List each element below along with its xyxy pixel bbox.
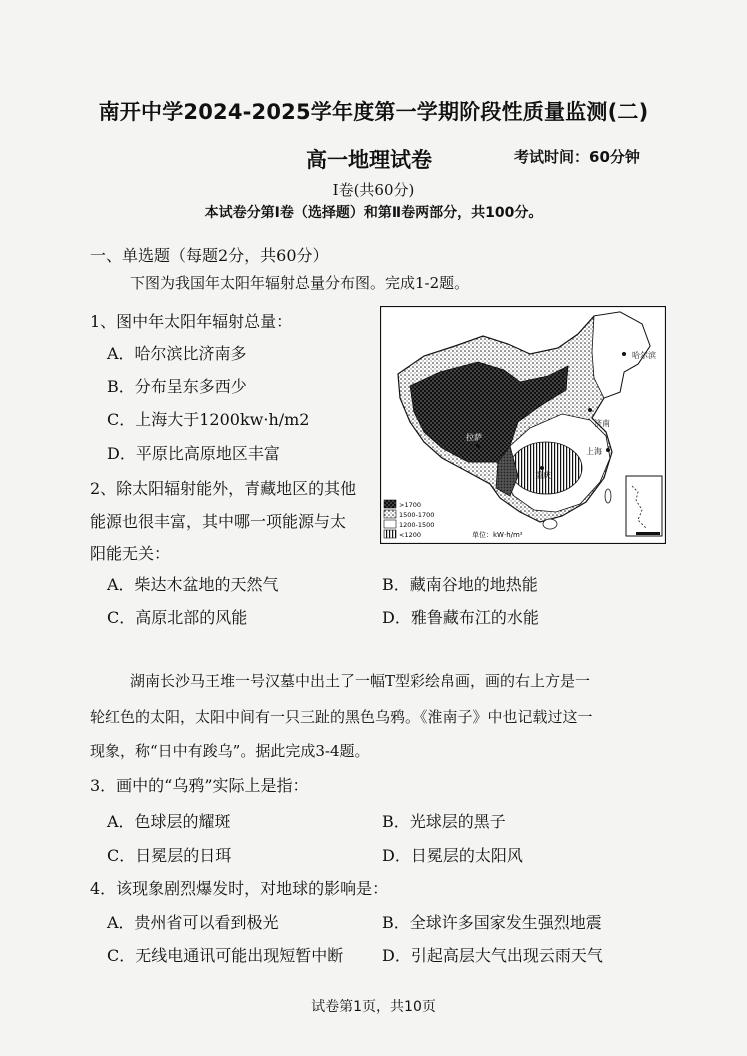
q4-option-a: A．贵州省可以看到极光: [107, 913, 279, 932]
section-heading: 一、单选题（每题2分，共60分）: [90, 246, 329, 265]
exam-time: 考试时间：60分钟: [514, 148, 640, 166]
city-label-chongqing: 重庆: [535, 471, 551, 480]
q1-option-b: B．分布呈东多西少: [107, 377, 247, 396]
q2-option-a: A．柴达木盆地的天然气: [107, 575, 279, 594]
city-label-lhasa: 拉萨: [466, 433, 482, 442]
q2-stem-line3: 阳能无关：: [90, 544, 171, 563]
q3-stem: 3．画中的“乌鸦”实际上是指：: [90, 776, 309, 795]
q2-option-c: C．高原北部的风能: [107, 608, 248, 627]
section-intro: 下图为我国年太阳年辐射总量分布图。完成1-2题。: [130, 274, 470, 292]
q2-option-b: B．藏南谷地的地热能: [382, 575, 538, 594]
q1-option-c: C．上海大于1200kw·h/m2: [107, 410, 310, 429]
legend-item-2: 1500-1700: [399, 511, 435, 519]
q4-option-c: C．无线电通讯可能出现短暂中断: [107, 946, 344, 965]
q1-stem: 1、图中年太阳年辐射总量：: [90, 312, 293, 331]
page-footer: 试卷第1页，共10页: [311, 999, 436, 1015]
q1-option-d: D．平原比高原地区丰富: [107, 444, 280, 463]
q3-option-a: A．色球层的耀斑: [107, 812, 231, 831]
q3-option-c: C．日冕层的日珥: [107, 846, 232, 865]
q2-option-d: D．雅鲁藏布江的水能: [382, 608, 539, 627]
passage-line2: 轮红色的太阳，太阳中间有一只三趾的黑色乌鸦。《淮南子》中也记载过这一: [90, 708, 593, 726]
legend-item-3: 1200-1500: [399, 521, 435, 529]
q3-option-b: B．光球层的黑子: [382, 812, 506, 831]
q4-stem: 4．该现象剧烈爆发时，对地球的影响是：: [90, 879, 389, 898]
city-label-shanghai: 上海: [586, 447, 602, 456]
q2-stem-line1: 2、除太阳辐射能外，青藏地区的其他: [90, 479, 357, 498]
city-label-jinan: 济南: [594, 419, 610, 428]
passage-line1: 湖南长沙马王堆一号汉墓中出土了一幅T型彩绘帛画，画的右上方是一: [130, 672, 591, 690]
q4-option-b: B．全球许多国家发生强烈地震: [382, 913, 602, 932]
volume-label: I卷(共60分): [332, 181, 415, 199]
legend-unit: 单位：kW·h/m²: [472, 531, 523, 539]
q4-option-d: D．引起高层大气出现云雨天气: [382, 946, 603, 965]
legend-item-4: <1200: [399, 531, 421, 539]
exam-subtitle: 高一地理试卷: [306, 148, 432, 172]
q3-option-d: D．日冕层的太阳风: [382, 846, 523, 865]
city-label-harbin: 哈尔滨: [632, 351, 656, 360]
solar-radiation-map: [380, 306, 666, 544]
paper-note: 本试卷分第Ⅰ卷（选择题）和第Ⅱ卷两部分，共100分。: [204, 205, 543, 221]
exam-title: 南开中学2024-2025学年度第一学期阶段性质量监测(二): [98, 100, 649, 124]
legend-item-1: >1700: [399, 501, 421, 509]
q1-option-a: A．哈尔滨比济南多: [107, 344, 247, 363]
passage-line3: 现象，称“日中有踆乌”。据此完成3-4题。: [90, 742, 370, 760]
q2-stem-line2: 能源也很丰富，其中哪一项能源与太: [90, 512, 347, 531]
